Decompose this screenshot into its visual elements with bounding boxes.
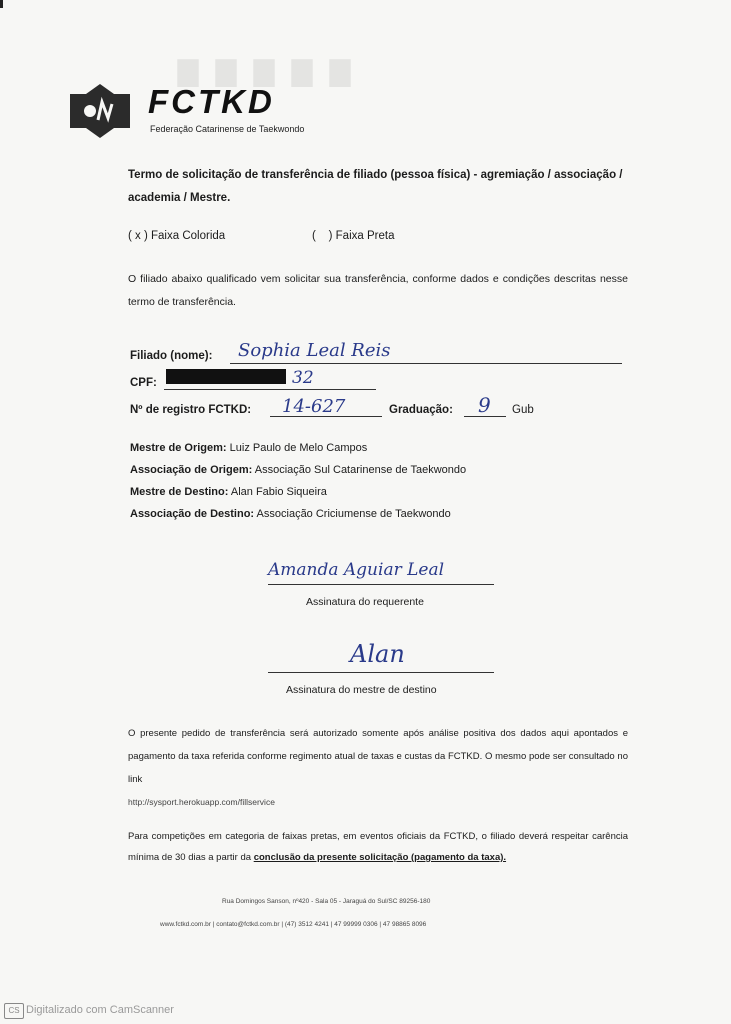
master-signature-caption: Assinatura do mestre de destino [286,684,437,696]
info-destination-association-label: Associação de Destino: [130,508,255,520]
info-destination-association [130,508,451,520]
field-cpf-value: 32 [292,368,314,388]
intro-paragraph: O filiado abaixo qualificado vem solicitar sua transferência, conforme dados e condições descritas nesse termo de transferência. [128,273,628,308]
info-destination-master-value: Alan Fabio Siqueira [230,486,327,498]
option-black-label: Faixa Preta [335,230,395,242]
notice-text: O presente pedido de transferência será autorizado somente após análise positiva dos dados aqui apontados e pagamento da taxa referida conforme regimento atual de taxas e custas da FCTKD. O mesmo pode ser consultado no link [128,728,628,785]
footer-address: Rua Domingos Sanson, nº420 - Sala 05 - Jaraguá do Sul/SC 89256-180 [222,898,431,905]
field-name-label: Filiado (nome): [130,350,213,362]
notice-paragraph [128,722,628,814]
option-colored-mark: ( x ) [128,230,148,242]
field-registration-label: Nº de registro FCTKD: [130,404,252,416]
requester-signature: Amanda Aguiar Leal [268,560,445,580]
master-signature-line [268,672,494,673]
requester-signature-line [268,584,494,585]
field-graduation-unit: Gub [512,404,534,416]
field-graduation-label: Graduação: [389,404,453,416]
info-origin-association-value: Associação Sul Catarinense de Taekwondo [254,464,467,476]
fctkd-emblem-icon [68,84,132,138]
competition-text: Para competições em categoria de faixas pretas, em eventos oficiais da FCTKD, o filiado deverá respeitar carência mínima de 30 dias a partir da [128,831,628,863]
logo-subtitle: Federação Catarinense de Taekwondo [150,124,305,134]
requester-signature-caption: Assinatura do requerente [306,596,424,608]
info-destination-association-value: Associação Criciumense de Taekwondo [256,508,451,520]
cpf-redaction [166,369,286,384]
field-cpf-line [164,389,376,390]
field-name-line [230,363,622,364]
field-registration-value: 14-627 [282,396,346,417]
info-destination-master-label: Mestre de Destino: [130,486,229,498]
option-black-belt [312,230,394,242]
scan-corner-mark [0,0,3,8]
field-cpf-label: CPF: [130,377,157,389]
document-title: Termo de solicitação de transferência de filiado (pessoa física) - agremiação / associação / academia / Mestre. [128,169,623,204]
bleed-through-text: ▇▇▇▇▇ [178,56,368,86]
logo-wordmark: FCTKD [148,83,275,120]
camscanner-logo-icon: CS [4,1003,24,1019]
option-black-mark: ( ) [312,230,333,242]
info-origin-master-value: Luiz Paulo de Melo Campos [229,442,368,454]
info-origin-association [130,464,466,476]
competition-emphasis: conclusão da presente solicitação (pagamento da taxa). [253,852,507,863]
footer-contacts: www.fctkd.com.br | contato@fctkd.com.br | (47) 3512 4241 | 47 99999 0306 | 47 98865 8096 [160,921,427,928]
info-origin-master [130,442,367,454]
master-signature: Alan [350,640,405,668]
camscanner-watermark: Digitalizado com CamScanner [26,1004,174,1016]
info-origin-master-label: Mestre de Origem: [130,442,227,454]
notice-link: http://sysport.herokuapp.com/fillservice [128,797,275,807]
info-origin-association-label: Associação de Origem: [130,464,253,476]
option-colored-label: Faixa Colorida [151,230,226,242]
competition-paragraph [128,826,628,868]
info-destination-master [130,486,327,498]
option-colored-belt [128,230,225,242]
field-graduation-value: 9 [478,393,491,417]
field-name-value: Sophia Leal Reis [238,340,391,361]
